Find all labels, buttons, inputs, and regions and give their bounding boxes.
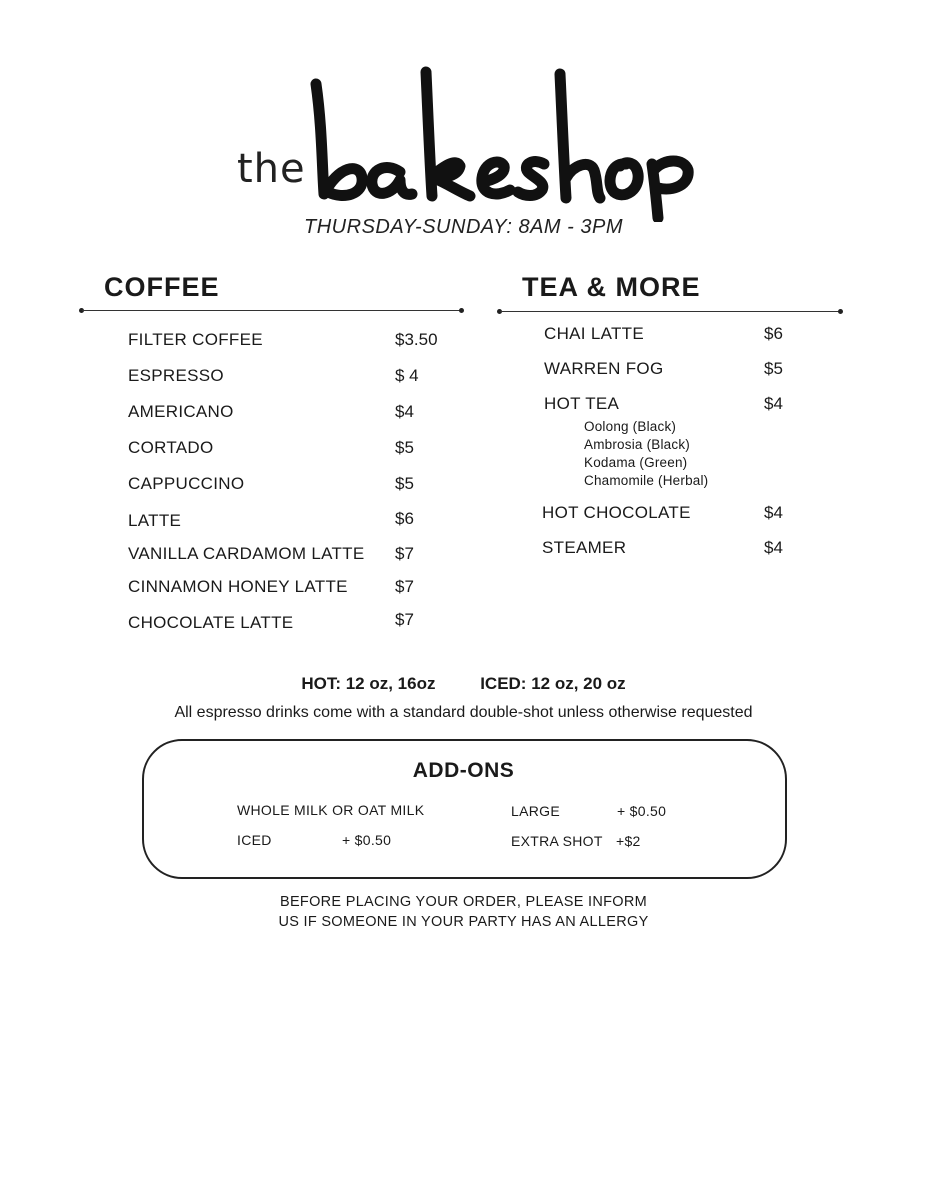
tea-item-price: $4 bbox=[764, 538, 783, 557]
tea-item-name: HOT CHOCOLATE bbox=[542, 503, 691, 522]
coffee-item-name: CINNAMON HONEY LATTE bbox=[128, 577, 348, 596]
tea-item-price: $5 bbox=[764, 359, 783, 378]
addon-large-price: + $0.50 bbox=[617, 803, 667, 819]
addon-iced-price: + $0.50 bbox=[342, 832, 392, 848]
espresso-note: All espresso drinks come with a standard double-shot unless otherwise requested bbox=[174, 704, 753, 721]
coffee-item-price: $7 bbox=[395, 577, 414, 596]
tea-item-name: WARREN FOG bbox=[544, 359, 664, 378]
tea-section-title: TEA & MORE bbox=[522, 272, 701, 302]
coffee-item-price: $5 bbox=[395, 474, 414, 493]
hours-text: THURSDAY-SUNDAY: 8AM - 3PM bbox=[304, 216, 623, 238]
addon-milk-label: WHOLE MILK OR OAT MILK bbox=[237, 802, 425, 818]
coffee-item-name: CORTADO bbox=[128, 438, 214, 457]
hot-tea-option: Chamomile (Herbal) bbox=[584, 473, 709, 488]
coffee-item-price: $4 bbox=[395, 402, 414, 421]
tea-item-name: HOT TEA bbox=[544, 394, 620, 413]
addons-title: ADD-ONS bbox=[412, 759, 515, 782]
coffee-item-name: CHOCOLATE LATTE bbox=[128, 613, 294, 632]
iced-sizes: ICED: 12 oz, 20 oz bbox=[480, 674, 626, 693]
addon-iced-label: ICED bbox=[237, 832, 272, 848]
coffee-item-price: $7 bbox=[395, 544, 414, 563]
coffee-item-name: ESPRESSO bbox=[128, 366, 224, 385]
hot-tea-option: Kodama (Green) bbox=[584, 455, 688, 470]
tea-item-price: $6 bbox=[764, 324, 783, 343]
allergy-notice bbox=[0, 892, 927, 932]
coffee-item-price: $6 bbox=[395, 509, 414, 528]
rule-dot bbox=[838, 309, 843, 314]
allergy-line: BEFORE PLACING YOUR ORDER, PLEASE INFORM bbox=[279, 894, 648, 910]
coffee-divider bbox=[82, 310, 462, 311]
addon-shot-price: +$2 bbox=[616, 833, 641, 849]
allergy-line: US IF SOMEONE IN YOUR PARTY HAS AN ALLERGY bbox=[278, 914, 649, 930]
coffee-item-name: FILTER COFFEE bbox=[128, 330, 263, 349]
tea-item-price: $4 bbox=[764, 394, 783, 413]
logo-prefix: the bbox=[237, 146, 306, 192]
hot-sizes: HOT: 12 oz, 16oz bbox=[301, 674, 436, 693]
tea-item-name: CHAI LATTE bbox=[544, 324, 644, 343]
tea-item-name: STEAMER bbox=[542, 538, 627, 557]
coffee-item-name: CAPPUCCINO bbox=[128, 474, 245, 493]
coffee-item-name: VANILLA CARDAMOM LATTE bbox=[128, 544, 365, 563]
tea-item-price: $4 bbox=[764, 503, 783, 522]
bakeshop-logo bbox=[308, 66, 698, 222]
addon-large-label: LARGE bbox=[511, 803, 560, 819]
coffee-item-name: AMERICANO bbox=[128, 402, 234, 421]
coffee-item-price: $3.50 bbox=[395, 330, 438, 349]
coffee-item-price: $7 bbox=[395, 610, 414, 629]
tea-divider bbox=[500, 311, 840, 312]
addon-shot-label: EXTRA SHOT bbox=[511, 833, 603, 849]
hot-tea-option: Oolong (Black) bbox=[584, 419, 677, 434]
coffee-item-price: $5 bbox=[395, 438, 414, 457]
coffee-item-price: $ 4 bbox=[395, 366, 419, 385]
sizes-line bbox=[0, 674, 927, 694]
hot-tea-option: Ambrosia (Black) bbox=[584, 437, 690, 452]
coffee-section-title: COFFEE bbox=[104, 272, 220, 302]
rule-dot bbox=[459, 308, 464, 313]
coffee-item-name: LATTE bbox=[128, 511, 182, 530]
